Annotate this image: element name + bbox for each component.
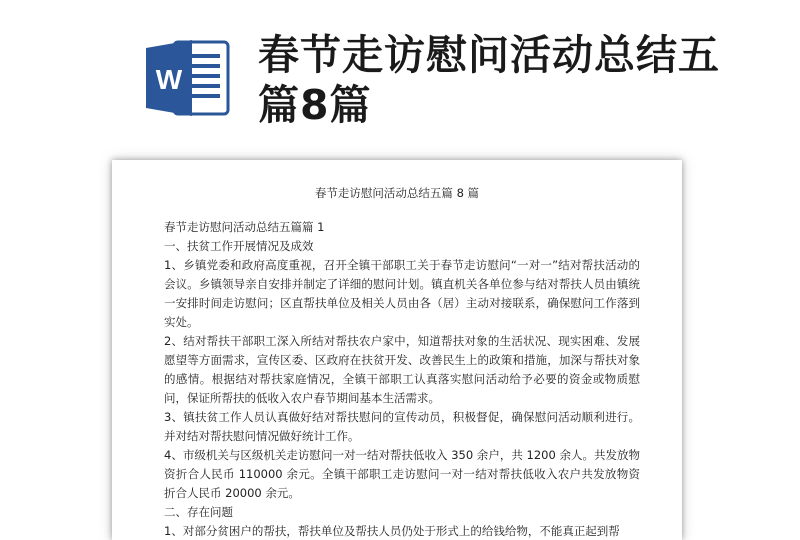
doc-subtitle: 春节走访慰问活动总结五篇篇 1: [164, 220, 325, 234]
page-title: 春节走访慰问活动总结五篇8篇: [258, 31, 720, 129]
paragraph: 3、镇扶贫工作人员认真做好结对帮扶慰问的宣传动员，积极督促，确保慰问活动顺利进行。并对结对帮扶慰问情况做好统计工作。: [164, 410, 640, 443]
word-doc-icon: [142, 36, 232, 118]
document-title: 春节走访慰问活动总结五篇 8 篇: [314, 186, 480, 200]
paragraph: 4、市级机关与区级机关走访慰问一对一结对帮扶低收入 350 余户，共 1200 余人。共发放物资折合人民币 110000 余元。全镇干部职工走访慰问一对一结对帮扶低收入农户共发放物资折合人民币 20000 余元。: [164, 448, 640, 500]
paragraph: 1、对部分贫困户的帮扶，帮扶单位及帮扶人员仍处于形式上的给钱给物，不能真正起到帮: [164, 524, 620, 538]
header-banner: [0, 0, 800, 150]
section-heading: 一、扶贫工作开展情况及成效: [164, 239, 314, 253]
document-body: [164, 218, 640, 540]
document-page: [112, 160, 682, 540]
paragraph: 2、结对帮扶干部职工深入所结对帮扶农户家中，知道帮扶对象的生活状况、现实困难、发展愿望等方面需求，宣传区委、区政府在扶贫开发、改善民生上的政策和措施，加深与帮扶对象的感情。根据结对帮扶家庭情况，全镇干部职工认真落实慰问活动给予必要的资金或物质慰问，保证所帮扶的低收入农户春节期间基本生活需求。: [164, 334, 640, 405]
paragraph: 1、乡镇党委和政府高度重视，召开全镇干部职工关于春节走访慰问“一对一”结对帮扶活动的会议。乡镇领导亲自安排并制定了详细的慰问计划。镇直机关各单位参与结对帮扶人员由镇统一安排时间走访慰问；区直帮扶单位及相关人员由各（居）主动对接联系，确保慰问工作落到实处。: [164, 258, 640, 329]
section-heading: 二、存在问题: [164, 505, 233, 519]
svg-text:W: W: [155, 64, 183, 95]
